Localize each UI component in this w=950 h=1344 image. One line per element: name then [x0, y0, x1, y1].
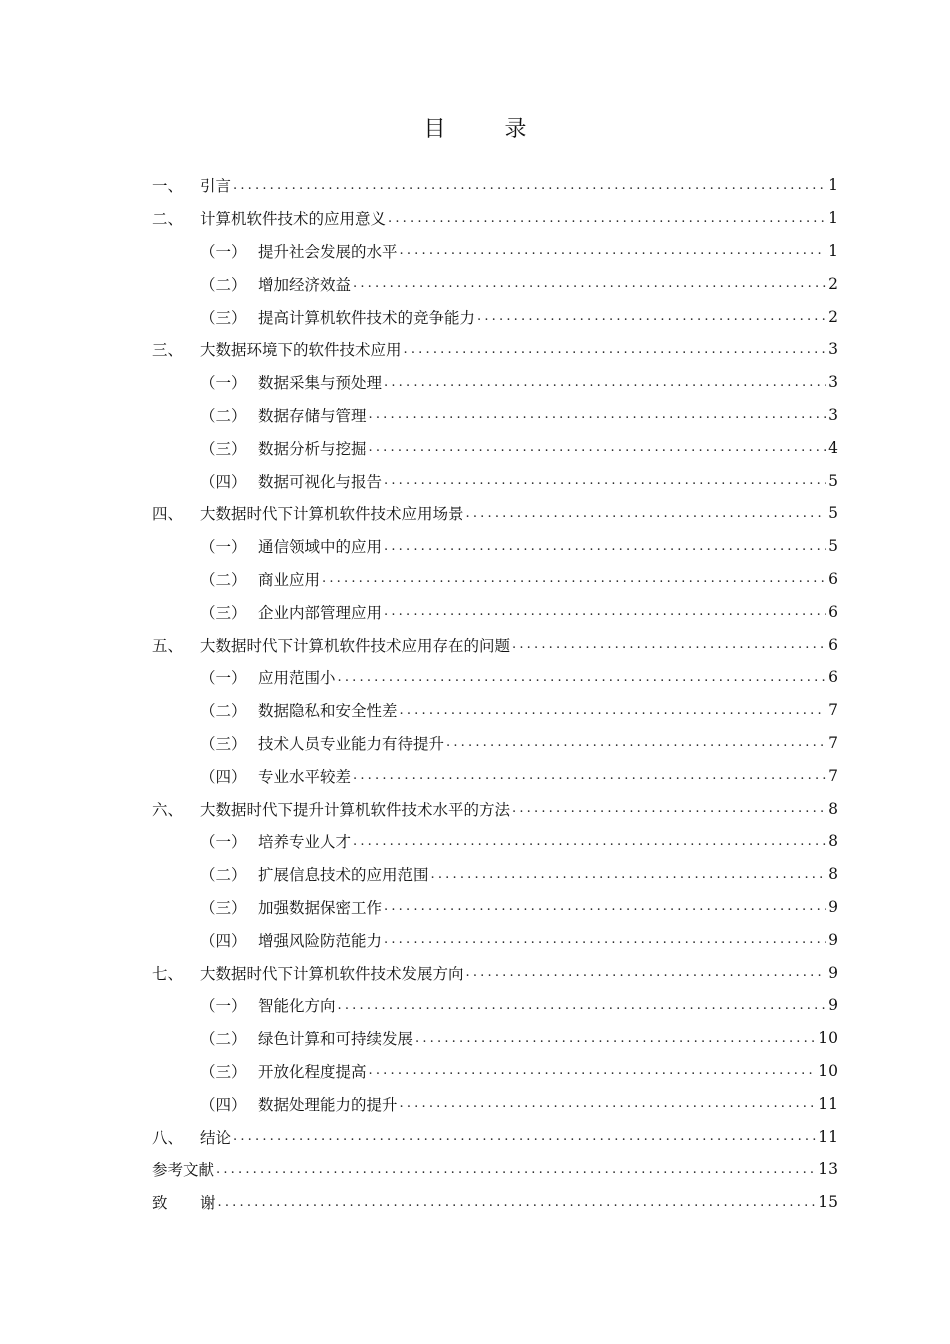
toc-entry-page-number: 3	[828, 405, 838, 424]
toc-entry[interactable]	[152, 759, 838, 792]
toc-entry-page-number: 9	[828, 897, 838, 916]
toc-entry-number: （二）	[200, 1030, 247, 1049]
toc-dot-leader	[233, 178, 826, 193]
toc-entry-page-number: 6	[828, 569, 838, 588]
toc-dot-leader	[477, 309, 826, 324]
toc-entry-page-number: 9	[828, 930, 838, 949]
toc-entry-label: 数据可视化与报告	[258, 472, 383, 491]
toc-entry-label: 大数据时代下计算机软件技术应用存在的问题	[200, 636, 511, 655]
toc-entry-label: 数据存储与管理	[258, 406, 367, 425]
toc-entry-page-number: 5	[828, 504, 838, 523]
toc-dot-leader	[400, 1096, 817, 1111]
toc-entry-label: 引言	[200, 177, 232, 196]
toc-entry-page-number: 2	[828, 274, 838, 293]
toc-entry-page-number: 8	[828, 799, 838, 818]
toc-entry-label: 谢	[200, 1194, 216, 1213]
toc-entry[interactable]	[152, 595, 838, 628]
toc-dot-leader	[322, 571, 826, 586]
toc-entry-label: 商业应用	[258, 570, 321, 589]
toc-dot-leader	[384, 604, 826, 619]
toc-entry-page-number: 1	[828, 209, 838, 228]
toc-dot-leader	[431, 867, 827, 882]
toc-entry-label: 加强数据保密工作	[258, 898, 383, 917]
toc-entry[interactable]	[152, 563, 838, 596]
toc-entry-page-number: 6	[828, 635, 838, 654]
toc-dot-leader	[384, 473, 826, 488]
toc-entry-number: （二）	[200, 570, 247, 589]
toc-entry-page-number: 3	[828, 373, 838, 392]
toc-entry-label: 扩展信息技术的应用范围	[258, 866, 429, 885]
toc-entry-number: （二）	[200, 866, 247, 885]
toc-entry-page-number: 11	[818, 1094, 838, 1113]
toc-entry-label: 大数据时代下提升计算机软件技术水平的方法	[200, 800, 511, 819]
toc-entry-number: 八、	[152, 1128, 184, 1147]
toc-entry-label: 提高计算机软件技术的竞争能力	[258, 308, 476, 327]
toc-dot-leader	[400, 243, 827, 258]
toc-entry[interactable]	[152, 661, 838, 694]
toc-entry-number: （三）	[200, 734, 247, 753]
toc-list	[152, 169, 838, 1219]
toc-entry-page-number: 15	[818, 1193, 838, 1212]
toc-dot-leader	[369, 440, 827, 455]
toc-entry[interactable]	[152, 431, 838, 464]
toc-entry-number: （二）	[200, 406, 247, 425]
page-title: 目 录	[423, 117, 553, 142]
toc-entry-page-number: 1	[828, 176, 838, 195]
toc-entry-page-number: 4	[828, 438, 838, 457]
toc-entry-number: （三）	[200, 603, 247, 622]
toc-entry[interactable]	[152, 399, 838, 432]
toc-dot-leader	[216, 1162, 816, 1177]
toc-entry-label: 数据采集与预处理	[258, 374, 383, 393]
toc-entry-number: （四）	[200, 767, 247, 786]
toc-dot-leader	[512, 637, 826, 652]
toc-entry-label: 专业水平较差	[258, 767, 352, 786]
toc-entry-label: 大数据环境下的软件技术应用	[200, 341, 402, 360]
toc-dot-leader	[404, 342, 827, 357]
toc-entry-number: 五、	[152, 636, 184, 655]
toc-entry[interactable]	[152, 956, 838, 989]
toc-entry[interactable]	[152, 1186, 838, 1219]
toc-entry[interactable]	[152, 497, 838, 530]
toc-entry-label: 计算机软件技术的应用意义	[200, 210, 387, 229]
toc-entry-number: （三）	[200, 898, 247, 917]
toc-dot-leader	[384, 539, 826, 554]
toc-entry[interactable]	[152, 727, 838, 760]
toc-dot-leader	[446, 735, 826, 750]
toc-entry-number: 致	[152, 1194, 184, 1213]
toc-entry-label: 应用范围小	[258, 669, 336, 688]
toc-entry-number: （一）	[200, 833, 247, 852]
toc-entry[interactable]	[152, 792, 838, 825]
toc-entry-page-number: 8	[828, 832, 838, 851]
toc-entry-page-number: 9	[828, 963, 838, 982]
toc-dot-leader	[338, 998, 827, 1013]
toc-entry-number: 七、	[152, 964, 184, 983]
toc-dot-leader	[233, 1129, 816, 1144]
toc-entry[interactable]	[152, 530, 838, 563]
toc-entry-label: 增加经济效益	[258, 275, 352, 294]
toc-entry-number: （三）	[200, 1062, 247, 1081]
toc-entry-page-number: 3	[828, 340, 838, 359]
toc-entry-number: （四）	[200, 931, 247, 950]
toc-entry-label: 绿色计算和可持续发展	[258, 1030, 414, 1049]
toc-dot-leader	[466, 506, 827, 521]
toc-entry-page-number: 1	[828, 241, 838, 260]
toc-entry-number: （一）	[200, 669, 247, 688]
toc-entry-page-number: 6	[828, 602, 838, 621]
toc-entry-number: （二）	[200, 275, 247, 294]
toc-dot-leader	[218, 1195, 817, 1210]
toc-entry-label: 大数据时代下计算机软件技术发展方向	[200, 964, 464, 983]
toc-entry-number: （三）	[200, 308, 247, 327]
toc-entry[interactable]	[152, 202, 838, 235]
toc-entry[interactable]	[152, 1022, 838, 1055]
toc-entry-page-number: 6	[828, 668, 838, 687]
toc-entry-page-number: 10	[818, 1061, 838, 1080]
toc-dot-leader	[384, 375, 826, 390]
toc-dot-leader	[384, 899, 826, 914]
toc-entry-page-number: 13	[818, 1160, 838, 1179]
toc-entry-number: 一、	[152, 177, 184, 196]
toc-entry[interactable]	[152, 300, 838, 333]
toc-entry-number: 三、	[152, 341, 184, 360]
toc-dot-leader	[353, 768, 826, 783]
toc-entry[interactable]	[152, 989, 838, 1022]
toc-entry-page-number: 9	[828, 996, 838, 1015]
toc-entry-number: （一）	[200, 374, 247, 393]
toc-entry-number: （四）	[200, 472, 247, 491]
toc-entry-number: （二）	[200, 702, 247, 721]
toc-dot-leader	[400, 703, 827, 718]
toc-entry-label: 数据隐私和安全性差	[258, 702, 398, 721]
toc-entry[interactable]	[152, 1120, 838, 1153]
toc-entry-number: （一）	[200, 538, 247, 557]
toc-dot-leader	[415, 1031, 816, 1046]
toc-entry[interactable]	[152, 333, 838, 366]
toc-dot-leader	[338, 670, 827, 685]
toc-entry-page-number: 5	[828, 537, 838, 556]
toc-entry-page-number: 7	[828, 733, 838, 752]
toc-entry[interactable]	[152, 366, 838, 399]
toc-entry-label: 参考文献	[152, 1161, 215, 1180]
toc-entry-label: 培养专业人才	[258, 833, 352, 852]
toc-entry[interactable]	[152, 825, 838, 858]
toc-entry[interactable]	[152, 891, 838, 924]
toc-dot-leader	[369, 407, 827, 422]
toc-entry-number: （四）	[200, 1095, 247, 1114]
toc-entry-page-number: 5	[828, 471, 838, 490]
toc-entry[interactable]	[152, 1055, 838, 1088]
toc-entry-label: 结论	[200, 1128, 232, 1147]
toc-entry[interactable]	[152, 464, 838, 497]
toc-entry-label: 提升社会发展的水平	[258, 242, 398, 261]
toc-entry[interactable]	[152, 628, 838, 661]
toc-entry-number: （一）	[200, 997, 247, 1016]
toc-entry-page-number: 10	[818, 1029, 838, 1048]
toc-dot-leader	[512, 801, 826, 816]
toc-dot-leader	[369, 1063, 817, 1078]
toc-entry[interactable]	[152, 1153, 838, 1186]
toc-entry-number: 二、	[152, 210, 184, 229]
toc-entry-page-number: 2	[828, 307, 838, 326]
toc-entry-label: 通信领域中的应用	[258, 538, 383, 557]
toc-entry-label: 数据处理能力的提升	[258, 1095, 398, 1114]
toc-entry-page-number: 7	[828, 701, 838, 720]
toc-entry-page-number: 7	[828, 766, 838, 785]
toc-entry[interactable]	[152, 923, 838, 956]
toc-entry-page-number: 11	[818, 1127, 838, 1146]
toc-entry-label: 大数据时代下计算机软件技术应用场景	[200, 505, 464, 524]
toc-dot-leader	[353, 276, 826, 291]
toc-entry-page-number: 8	[828, 865, 838, 884]
toc-entry-label: 数据分析与挖掘	[258, 439, 367, 458]
toc-entry-label: 增强风险防范能力	[258, 931, 383, 950]
toc-dot-leader	[353, 834, 826, 849]
toc-entry[interactable]	[152, 169, 838, 202]
toc-dot-leader	[388, 211, 826, 226]
toc-entry-number: （三）	[200, 439, 247, 458]
toc-entry[interactable]	[152, 1087, 838, 1120]
toc-entry-label: 技术人员专业能力有待提升	[258, 734, 445, 753]
toc-entry-label: 智能化方向	[258, 997, 336, 1016]
toc-entry[interactable]	[152, 858, 838, 891]
toc-entry[interactable]	[152, 235, 838, 268]
toc-dot-leader	[466, 965, 827, 980]
toc-entry[interactable]	[152, 267, 838, 300]
toc-entry-number: 六、	[152, 800, 184, 819]
toc-entry-number: 四、	[152, 505, 184, 524]
toc-entry-label: 企业内部管理应用	[258, 603, 383, 622]
toc-entry-number: （一）	[200, 242, 247, 261]
toc-entry-label: 开放化程度提高	[258, 1062, 367, 1081]
toc-dot-leader	[384, 932, 826, 947]
toc-entry[interactable]	[152, 694, 838, 727]
